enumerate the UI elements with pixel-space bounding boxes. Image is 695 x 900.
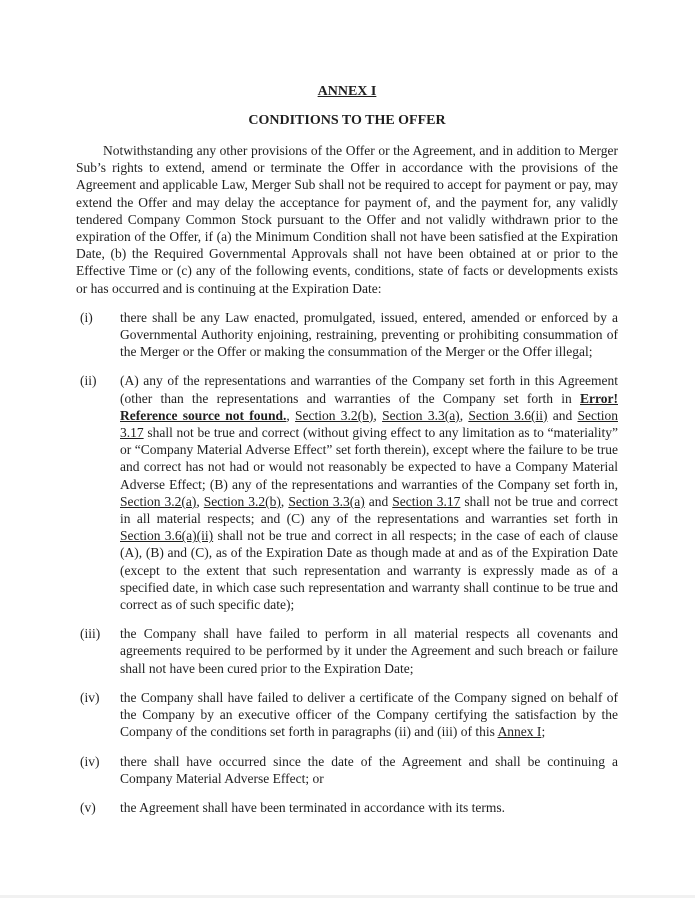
text-run: shall not be true and correct (without giving effect to any limitation as to “materiality” or “Company Material Adverse Effect” set forth therein), except where the failure to be true and correct has not had or would not reasonably be expected to have a Company Material Adverse Effect; (B) any of the representations and warranties of the Company set forth in, bbox=[120, 425, 618, 492]
text-run: the Company shall have failed to perform in all material respects all covenants and agreements required to be performed by it under the Agreement and such breach or failure shall not have been cured prior to the Expiration Date; bbox=[120, 626, 618, 676]
text-run: , bbox=[280, 493, 289, 509]
text-run: the Company shall have failed to deliver a certificate of the Company signed on behalf of the Company by an executive officer of the Company certifying the satisfaction by the Company of the conditions set forth in paragraphs (ii) and (iii) of this bbox=[120, 689, 618, 740]
section-reference: Section 3.3(a) bbox=[288, 493, 365, 509]
section-reference: Section 3.17 bbox=[392, 493, 461, 509]
text-run: there shall be any Law enacted, promulgated, issued, entered, amended or enforced by a Governmental Authority enjoining, restraining, preventing or prohibiting consummation of the Merger or the Offer or making the consummation of the Merger or the Offer illegal; bbox=[120, 309, 618, 360]
text-run: , bbox=[196, 493, 204, 509]
item-text bbox=[120, 309, 618, 361]
item-marker: (v) bbox=[80, 799, 96, 815]
list-item bbox=[76, 372, 618, 613]
text-run: shall not be true and correct in all material respects; and (C) any of the representations and warranties set forth in bbox=[120, 493, 618, 527]
list-item bbox=[76, 309, 618, 361]
text-run: ; bbox=[541, 724, 546, 740]
text-run: there shall have occurred since the date of the Agreement and shall be continuing a Company Material Adverse Effect; or bbox=[120, 753, 618, 786]
item-marker: (i) bbox=[80, 309, 93, 325]
intro-paragraph bbox=[76, 142, 618, 297]
text-run: and bbox=[364, 493, 393, 509]
list-item bbox=[76, 625, 618, 677]
text-run: Notwithstanding any other provisions of the Offer or the Agreement, and in addition to Merger Sub’s rights to extend, amend or terminate the Offer in accordance with the provisions of the Agreement and applicable Law, Merger Sub shall not be required to accept for payment or pay, may extend the Offer and may delay the acceptance for payment of, and the payment for, any validly tendered Company Common Stock pursuant to the Offer and not validly withdrawn prior to the expiration of the Offer, if (a) the Minimum Condition shall not have been satisfied at the Expiration Date, (b) the Required Governmental Approvals shall not have been obtained at or prior to the Effective Time or (c) any of the following events, conditions, state of facts or developments exists or has occurred and is continuing at the Expiration Date: bbox=[76, 143, 618, 296]
item-marker: (ii) bbox=[80, 373, 97, 389]
text-run: the Agreement shall have been terminated in accordance with its terms. bbox=[120, 799, 505, 815]
item-text bbox=[120, 799, 618, 816]
text-run: shall not be true and correct in all respects; in the case of each of clause (A), (B) and (C), as of the Expiration Date as though made at and as of the Expiration Date (except to the extent that such representation and warranty is expressly made as of a specified date, in which case such representation and warranty shall continue to be true and correct as of such specific date); bbox=[120, 528, 618, 613]
list-item bbox=[76, 799, 618, 816]
list-item bbox=[76, 689, 618, 741]
text-run: , bbox=[373, 407, 383, 423]
error-reference: Error! Reference source not found. bbox=[120, 390, 618, 423]
item-marker: (iii) bbox=[80, 626, 101, 642]
annex-reference: Annex I bbox=[497, 724, 542, 740]
section-reference: Section 3.2(b) bbox=[203, 493, 281, 509]
section-reference: Section 3.3(a) bbox=[382, 407, 460, 423]
text-run: and bbox=[547, 407, 578, 423]
section-reference: Section 3.2(b) bbox=[295, 407, 374, 423]
section-reference: Section 3.2(a) bbox=[120, 493, 197, 509]
annex-title: ANNEX I bbox=[317, 84, 377, 99]
conditions-heading: CONDITIONS TO THE OFFER bbox=[248, 113, 446, 128]
item-text bbox=[120, 625, 618, 677]
text-run: (A) any of the representations and warranties of the Company set forth in this Agreement (other than the representations and warranties of the Company set forth in bbox=[120, 373, 618, 406]
page-bottom-edge bbox=[0, 895, 695, 898]
item-marker: (iv) bbox=[80, 689, 100, 705]
text-run: , bbox=[459, 407, 469, 423]
text-run: , bbox=[286, 407, 296, 423]
item-text bbox=[120, 689, 618, 741]
section-reference: Section 3.17 bbox=[120, 407, 618, 441]
item-marker: (iv) bbox=[80, 753, 100, 769]
list-item bbox=[76, 753, 618, 787]
item-text bbox=[120, 753, 618, 787]
item-text bbox=[120, 372, 618, 613]
conditions-list bbox=[76, 309, 618, 816]
section-reference: Section 3.6(a)(ii) bbox=[120, 528, 214, 544]
section-reference: Section 3.6(ii) bbox=[468, 407, 548, 423]
